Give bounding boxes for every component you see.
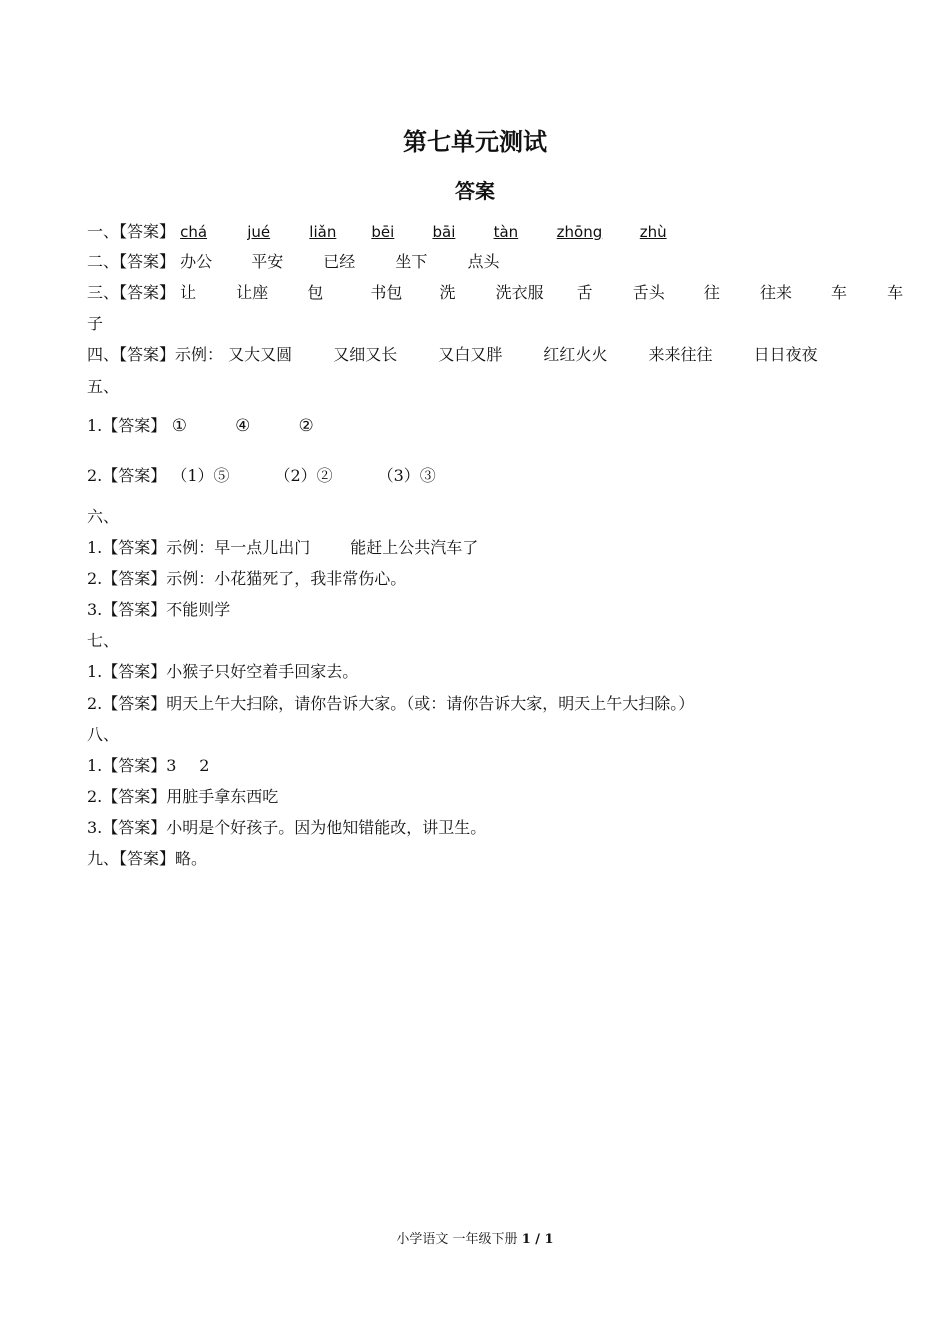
answer-prefix: 2.【答案】 <box>87 694 167 713</box>
answer-prefix: 1.【答案】 <box>87 416 167 435</box>
answer-prefix: 一、【答案】 <box>87 222 176 241</box>
answer-text: 3 <box>166 756 177 775</box>
answer-7-2 <box>87 693 863 715</box>
choice: （3）③ <box>377 466 436 485</box>
word: 来来往往 <box>648 345 713 364</box>
word-5: 点头 <box>467 252 500 271</box>
answer-text: 不能则学 <box>166 600 231 619</box>
answer-prefix: 2.【答案】 <box>87 466 167 485</box>
word: 又细又长 <box>333 345 398 364</box>
section-5-heading: 五、 <box>87 377 120 396</box>
section-8-heading: 八、 <box>87 725 120 744</box>
word: 洗衣服 <box>495 283 544 302</box>
answer-prefix: 2.【答案】 <box>87 787 167 806</box>
answer-1 <box>87 221 863 243</box>
answer-text: 2 <box>199 756 210 775</box>
word: 让 <box>180 283 197 302</box>
choice: （1）⑤ <box>171 466 230 485</box>
pinyin-3: liǎn <box>309 223 337 241</box>
answer-prefix: 四、【答案】 <box>87 345 176 364</box>
answer-5-1 <box>87 415 863 437</box>
answer-text: 能赶上公共汽车了 <box>350 538 479 557</box>
answer-6-2 <box>87 568 863 590</box>
answer-prefix: 二、【答案】 <box>87 252 176 271</box>
word: 舌 <box>576 283 593 302</box>
section-7-heading: 七、 <box>87 631 120 650</box>
answer-4 <box>87 344 863 366</box>
word-4: 坐下 <box>395 252 428 271</box>
pinyin-6: tàn <box>493 223 519 241</box>
word-1: 办公 <box>180 252 213 271</box>
answer-prefix: 1.【答案】 <box>87 756 167 775</box>
footer-text: 小学语文 一年级下册 <box>396 1232 518 1247</box>
word: 往来 <box>759 283 792 302</box>
pinyin-4: bēi <box>371 223 395 241</box>
answer-3 <box>87 282 904 304</box>
section-6-heading: 六、 <box>87 507 120 526</box>
pinyin-2: jué <box>247 223 271 241</box>
answer-text: 略。 <box>175 849 208 868</box>
word: 包 <box>307 283 324 302</box>
word: 又大又圆 <box>228 345 293 364</box>
choice: ① <box>171 416 187 436</box>
answer-2 <box>87 251 863 273</box>
answer-8-3 <box>87 817 863 839</box>
answer-5-2 <box>87 465 863 487</box>
pinyin-7: zhōng <box>556 223 603 241</box>
answer-prefix: 3.【答案】 <box>87 818 167 837</box>
page-subtitle: 答案 <box>455 179 495 203</box>
choice: ④ <box>235 416 251 436</box>
word: 又白又胖 <box>438 345 503 364</box>
word-2: 平安 <box>251 252 284 271</box>
answer-9 <box>87 848 863 870</box>
answer-text: 小明是个好孩子。因为他知错能改，讲卫生。 <box>166 818 487 837</box>
word: 洗 <box>439 283 456 302</box>
page-footer <box>0 1228 950 1247</box>
choice: （2）② <box>274 466 333 485</box>
word: 舌头 <box>632 283 665 302</box>
word-3: 已经 <box>323 252 356 271</box>
word: 往 <box>703 283 720 302</box>
answer-3-wrap: 子 <box>87 314 104 333</box>
answer-text: 示例：早一点儿出门 <box>166 538 311 557</box>
choice: ② <box>298 416 314 436</box>
answer-text: 明天上午大扫除，请你告诉大家。（或：请你告诉大家，明天上午大扫除。） <box>166 694 695 713</box>
answer-prefix: 1.【答案】 <box>87 662 167 681</box>
page-title: 第七单元测试 <box>403 128 547 156</box>
answer-prefix: 三、【答案】 <box>87 283 176 302</box>
page-number: 1 / 1 <box>521 1232 554 1247</box>
example-label: 示例： <box>175 345 224 364</box>
pinyin-5: bāi <box>432 223 456 241</box>
pinyin-8: zhù <box>639 223 667 241</box>
answer-6-3 <box>87 599 863 621</box>
answer-prefix: 九、【答案】 <box>87 849 176 868</box>
answer-prefix: 1.【答案】 <box>87 538 167 557</box>
answer-text: 小猴子只好空着手回家去。 <box>166 662 359 681</box>
answer-text: 用脏手拿东西吃 <box>166 787 279 806</box>
answer-8-1 <box>87 755 863 777</box>
answer-7-1 <box>87 661 863 683</box>
word: 让座 <box>236 283 269 302</box>
answer-prefix: 3.【答案】 <box>87 600 167 619</box>
word: 车 <box>887 283 904 302</box>
answer-prefix: 2.【答案】 <box>87 569 167 588</box>
answer-text: 示例：小花猫死了，我非常伤心。 <box>166 569 407 588</box>
answer-8-2 <box>87 786 863 808</box>
word: 日日夜夜 <box>753 345 818 364</box>
pinyin-1: chá <box>180 223 208 241</box>
word: 车 <box>831 283 848 302</box>
word: 红红火火 <box>543 345 608 364</box>
answer-6-1 <box>87 537 863 559</box>
word: 书包 <box>370 283 403 302</box>
